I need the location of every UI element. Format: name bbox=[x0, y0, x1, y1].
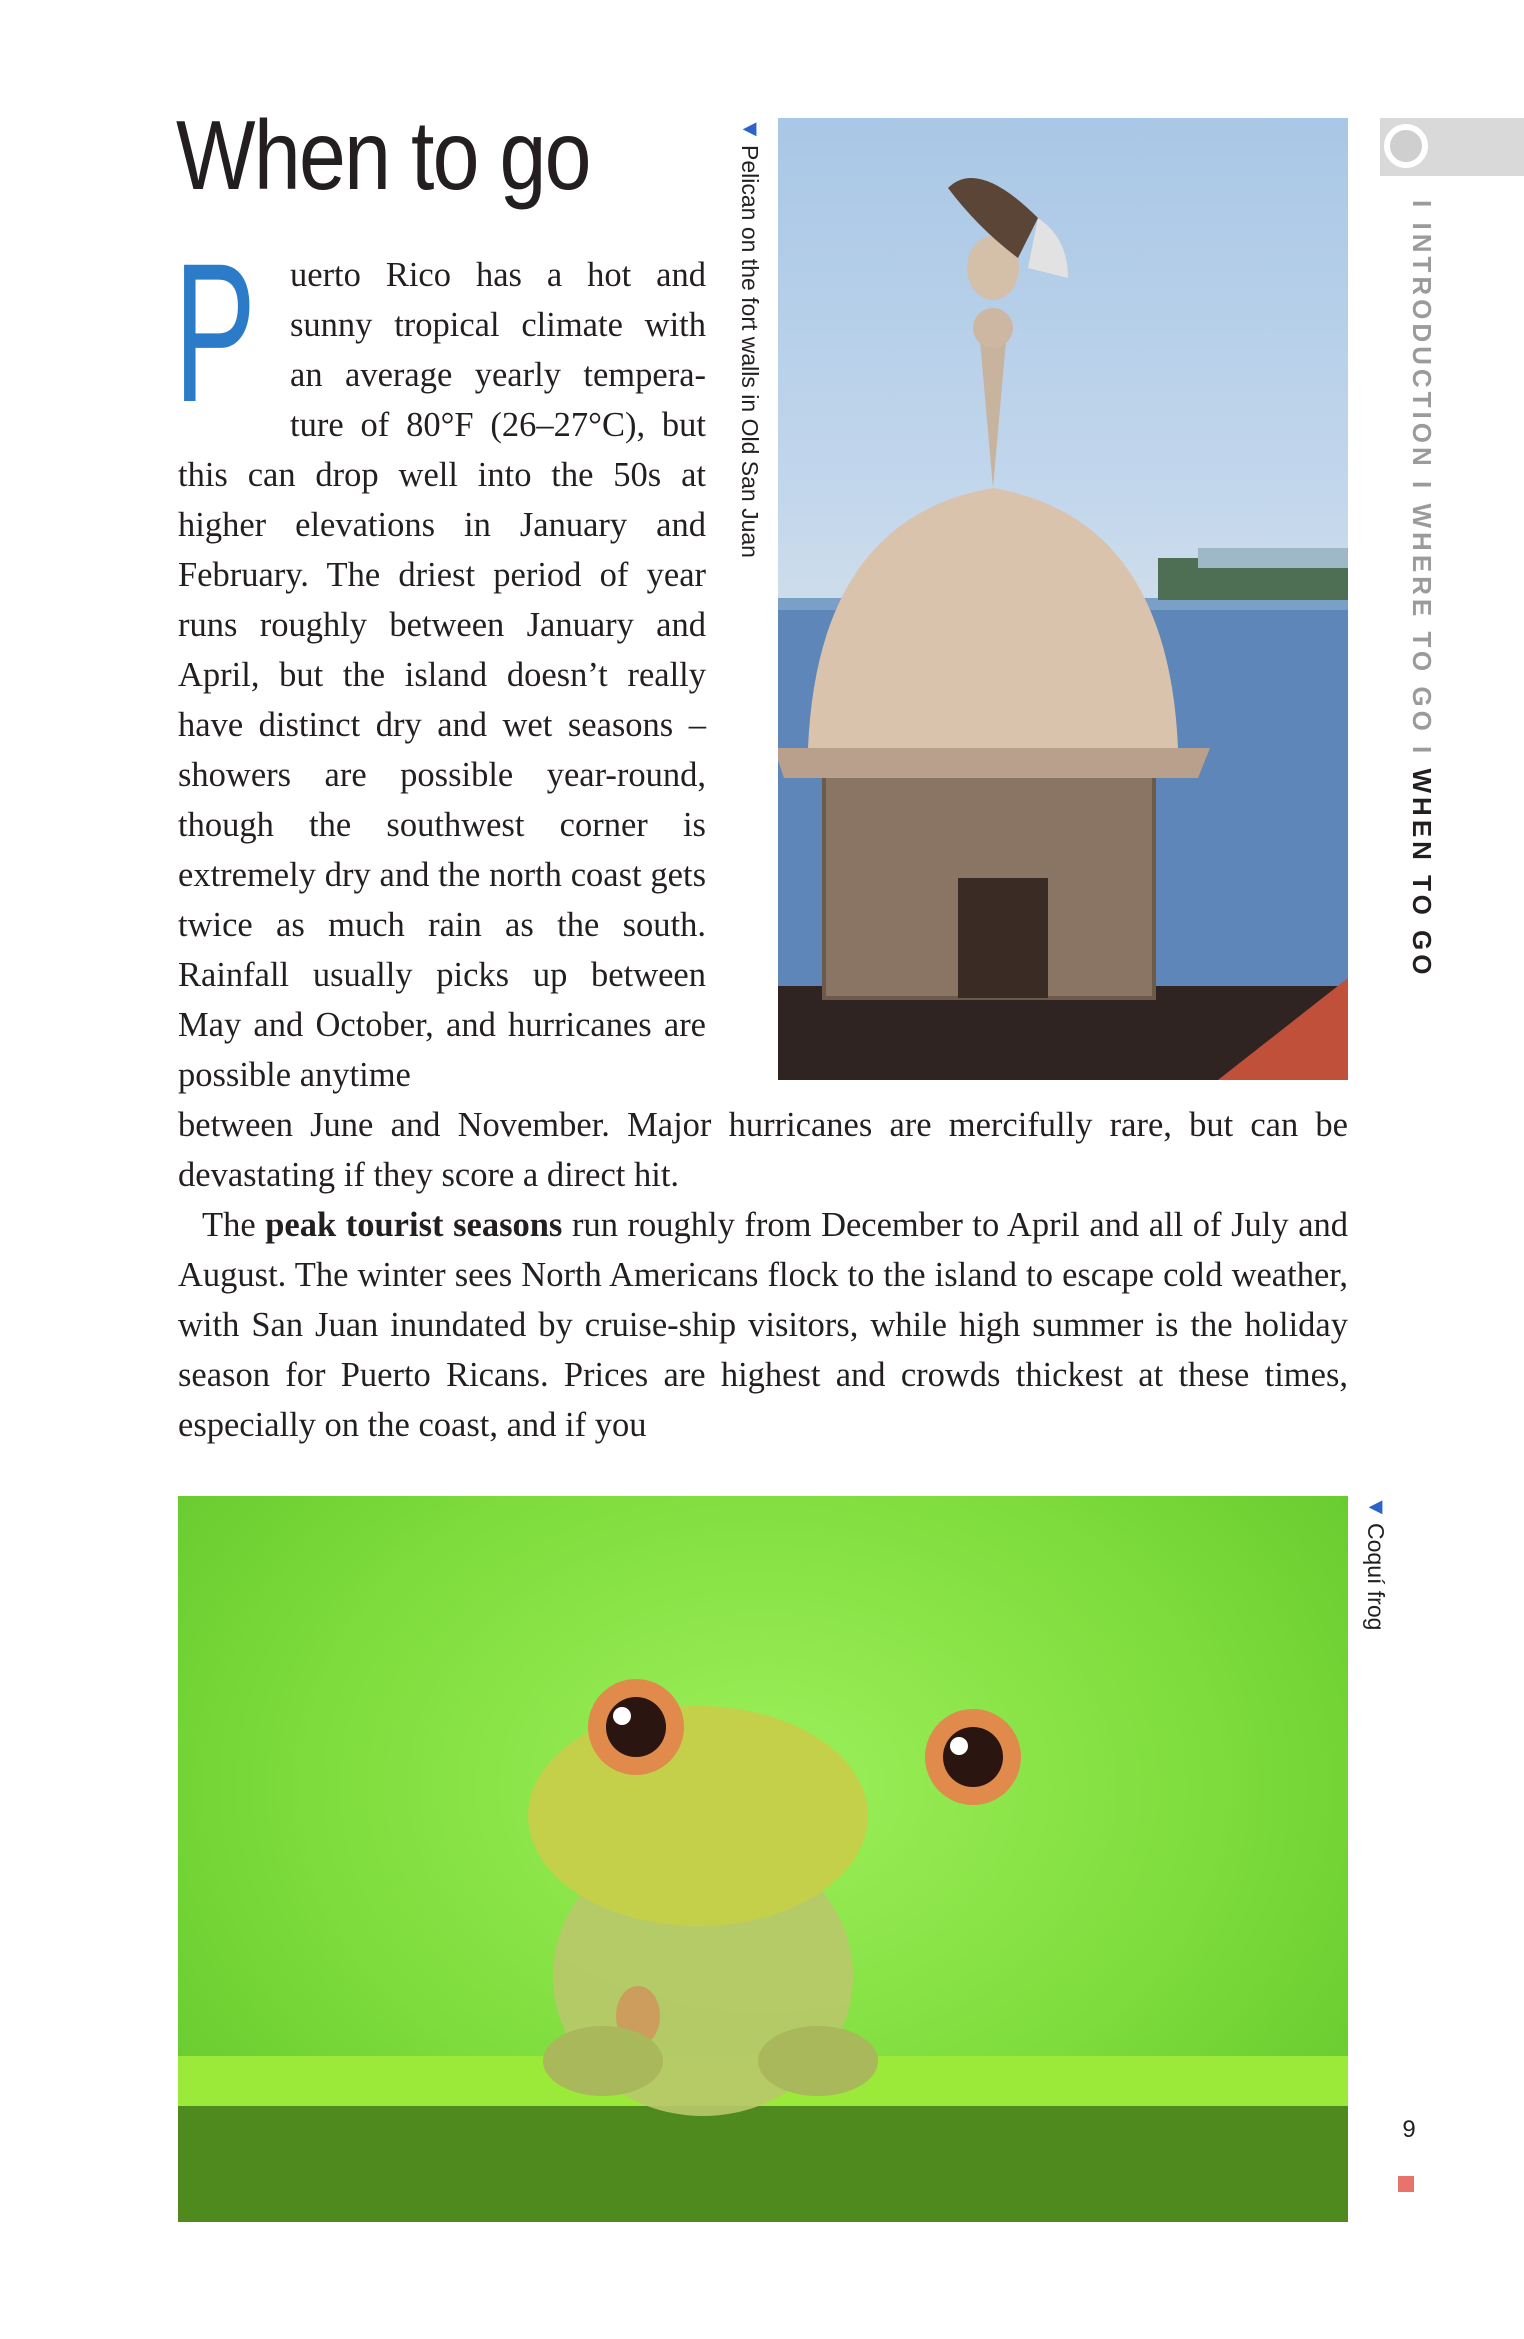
peak-keyword: peak tourist seasons bbox=[265, 1206, 563, 1244]
page-number: 9 bbox=[1402, 2116, 1416, 2143]
triangle-marker-icon: ◀ bbox=[1366, 1496, 1386, 1517]
page-title: When to go bbox=[176, 100, 590, 210]
peak-paragraph bbox=[178, 1200, 1348, 1450]
frog-photo-art bbox=[178, 1496, 1348, 2222]
breadcrumb-where-to-go[interactable]: WHERE TO GO bbox=[1407, 503, 1437, 735]
triangle-marker-icon: ◀ bbox=[740, 118, 760, 139]
page-marker bbox=[1398, 2176, 1414, 2192]
pelican-caption: ◀Pelican on the fort walls in Old San Juan bbox=[737, 118, 763, 558]
intro-paragraph bbox=[174, 222, 706, 1100]
breadcrumb bbox=[1406, 200, 1437, 978]
dropcap: P bbox=[174, 222, 256, 443]
breadcrumb-separator: I bbox=[1407, 200, 1437, 212]
frog-caption: ◀Coquí frog bbox=[1363, 1496, 1389, 1631]
breadcrumb-when-to-go: WHEN TO GO bbox=[1407, 768, 1437, 979]
breadcrumb-separator: I bbox=[1407, 481, 1437, 493]
pelican-photo bbox=[778, 118, 1348, 1080]
intro-text: uerto Rico has a hot and sunny tropical climate with an average yearly tempera-ture of 80°F (26–27°C), but this can drop well into the 50s at higher elevations in January and February. The driest period of year runs roughly between January and April, but the island doesn’t really have distinct dry and wet seasons – showers are possible year-round, though the southwest corner is extremely dry and the north coast gets twice as much rain as the south. Rainfall usually picks up between May and October, and hurricanes are possible anytime bbox=[178, 256, 706, 1094]
breadcrumb-separator: I bbox=[1407, 746, 1437, 758]
peak-lead: The bbox=[202, 1206, 256, 1244]
intro-continuation: between June and November. Major hurricanes are mercifully rare, but can be devastating if they score a direct hit. bbox=[178, 1106, 1348, 1194]
coqui-frog-photo bbox=[178, 1496, 1348, 2222]
breadcrumb-introduction[interactable]: INTRODUCTION bbox=[1407, 222, 1437, 470]
chapter-circle-icon bbox=[1384, 124, 1428, 168]
pelican-photo-art bbox=[778, 118, 1348, 1080]
peak-text: run roughly from December to April and all of July and August. The winter sees North Americans flock to the island to escape cold weather, with San Juan inundated by cruise-ship visitors, while high summer is the holiday season for Puerto Ricans. Prices are highest and crowds thickest at these times, especially on the coast, and if you bbox=[178, 1206, 1349, 1444]
